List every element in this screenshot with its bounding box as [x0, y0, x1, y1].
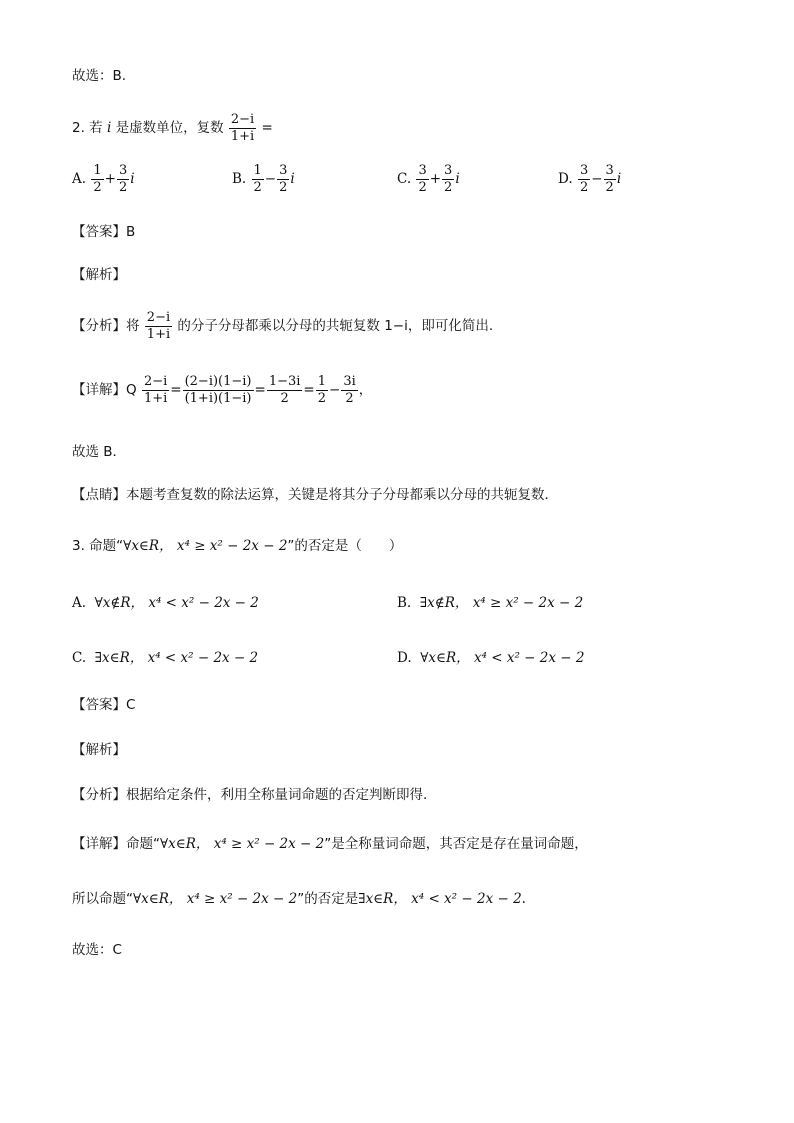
q3-conclusion: 故选：C: [72, 942, 122, 958]
q3-suoyi: 所以命题“∀x∈R， x⁴ ≥ x² − 2x − 2”的否定是∃x∈R， x⁴ < x² − 2x − 2.: [72, 891, 526, 907]
q2-conclusion: 故选 B．: [72, 444, 127, 460]
q3-fenxi: 【分析】根据给定条件，利用全称量词命题的否定判断即得.: [72, 787, 428, 803]
q1-conclusion: 故选：B.: [72, 68, 127, 84]
q2-option-b: B. $\frac{1}{2}$ − $\frac{3}{2}$ i: [232, 163, 295, 195]
q2-stem-fraction: $\frac{2-i}{1+i}$: [230, 112, 255, 144]
q3-option-b: B. ∃x∉R， x⁴ ≥ x² − 2x − 2: [397, 595, 584, 611]
q2-stem: 2. 若 i 是虚数单位，复数 $\frac{2-i}{1+i}$ =: [72, 112, 273, 144]
q2-dianjing: 【点睛】本题考查复数的除法运算，关键是将其分子分母都乘以分母的共轭复数．: [72, 487, 558, 503]
q2-fenxi: 【分析】将 $\frac{2-i}{1+i}$ 的分子分母都乘以分母的共轭复数 1−i，即可化简出.: [72, 310, 494, 342]
q3-option-c: C. ∃x∈R， x⁴ < x² − 2x − 2: [72, 650, 259, 666]
q2-xiangjie: 【详解】Q $\frac{2-i}{1+i}$ = $\frac{(2-i)(1-i)}{(1+i)(1-i)}$ = $\frac{1-3i}{2}$ = $\frac{1}{2}$ − $\frac{3i}{2}$ ，: [72, 374, 373, 406]
q3-xiangjie: 【详解】命题“∀x∈R， x⁴ ≥ x² − 2x − 2”是全称量词命题，其否定是存在量词命题，: [72, 836, 588, 852]
q2-analysis-heading: 【解析】: [72, 267, 126, 283]
q2-option-d: D. $\frac{3}{2}$ − $\frac{3}{2}$ i: [558, 163, 622, 195]
q2-option-c: C. $\frac{3}{2}$ + $\frac{3}{2}$ i: [397, 163, 460, 195]
q3-option-a: A. ∀x∉R， x⁴ < x² − 2x − 2: [72, 595, 259, 611]
q3-stem: 3. 命题“∀x∈R， x⁴ ≥ x² − 2x − 2”的否定是（ ）: [72, 538, 403, 554]
q3-answer: 【答案】C: [72, 697, 136, 713]
q2-option-a: A. $\frac{1}{2}$ + $\frac{3}{2}$ i: [72, 163, 135, 195]
q2-answer: 【答案】B: [72, 224, 136, 240]
q3-option-d: D. ∀x∈R， x⁴ < x² − 2x − 2: [397, 650, 585, 666]
q3-analysis-heading: 【解析】: [72, 742, 126, 758]
